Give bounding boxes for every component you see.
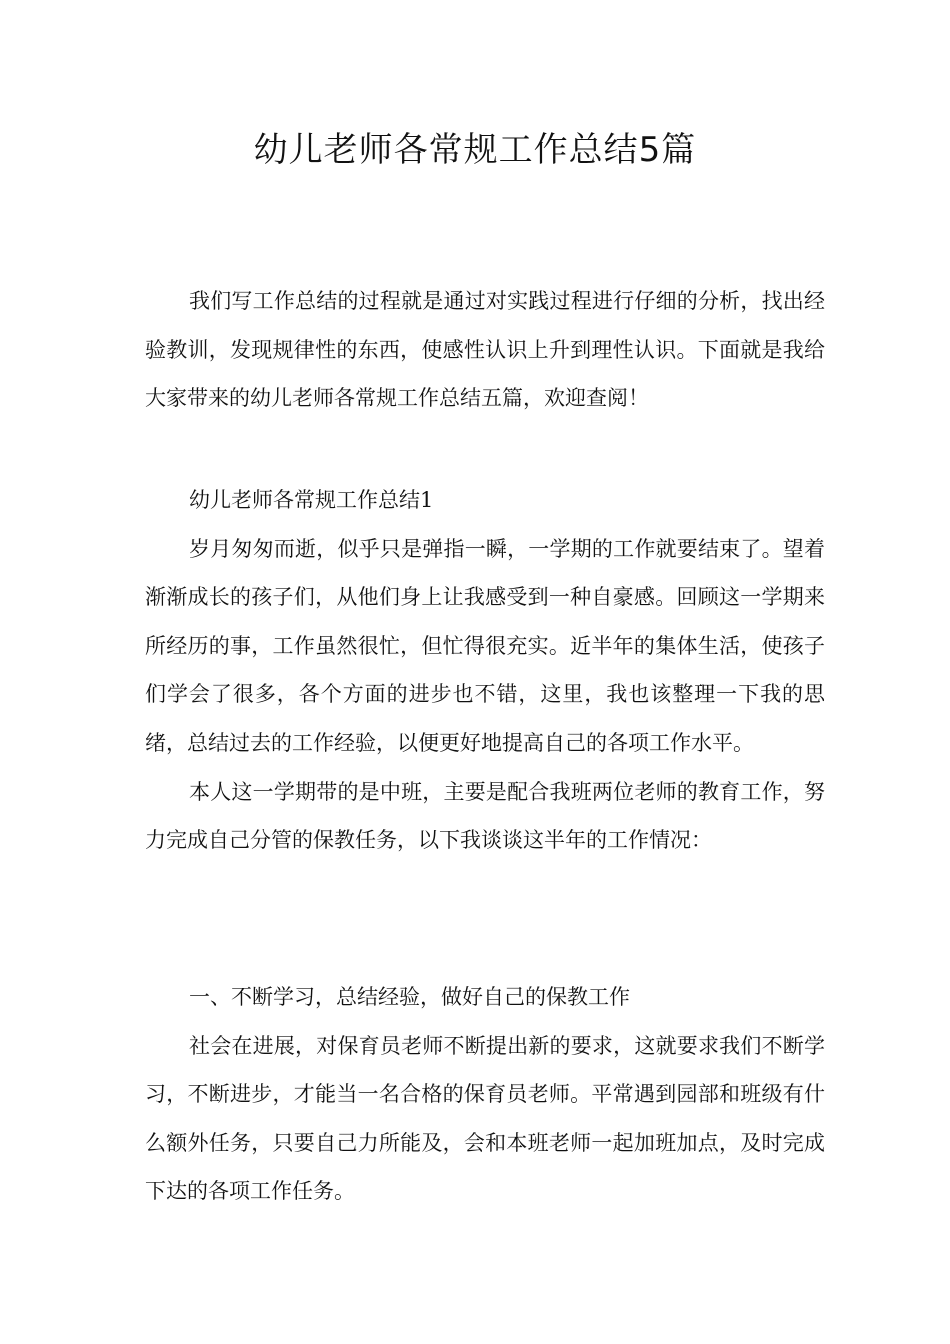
intro-block xyxy=(145,277,825,423)
section-1-paragraph-1: 岁月匆匆而逝，似乎只是弹指一瞬，一学期的工作就要结束了。望着渐渐成长的孩子们，从他们身上让我感受到一种自豪感。回顾这一学期来所经历的事，工作虽然很忙，但忙得很充实。近半年的集体生活，使孩子们学会了很多，各个方面的进步也不错，这里，我也该整理一下我的思绪，总结过去的工作经验，以便更好地提高自己的各项工作水平。 xyxy=(145,536,825,755)
subsection-1-paragraph-1: 社会在进展，对保育员老师不断提出新的要求，这就要求我们不断学习，不断进步，才能当一名合格的保育员老师。平常遇到园部和班级有什么额外任务，只要自己力所能及，会和本班老师一起加班加点，及时完成下达的各项工作任务。 xyxy=(145,1033,825,1204)
section-1-paragraph-2: 本人这一学期带的是中班，主要是配合我班两位老师的教育工作，努力完成自己分管的保教任务，以下我谈谈这半年的工作情况： xyxy=(145,779,825,853)
section-1-block xyxy=(145,476,825,865)
intro-paragraph: 我们写工作总结的过程就是通过对实践过程进行仔细的分析，找出经验教训，发现规律性的东西，使感性认识上升到理性认识。下面就是我给大家带来的幼儿老师各常规工作总结五篇，欢迎查阅！ xyxy=(145,289,825,411)
section-1-heading: 幼儿老师各常规工作总结1 xyxy=(189,488,434,512)
subsection-1-heading: 一、不断学习，总结经验，做好自己的保教工作 xyxy=(189,985,630,1009)
document-title: 幼儿老师各常规工作总结5篇 xyxy=(253,130,697,170)
subsection-1-block xyxy=(145,973,825,1216)
